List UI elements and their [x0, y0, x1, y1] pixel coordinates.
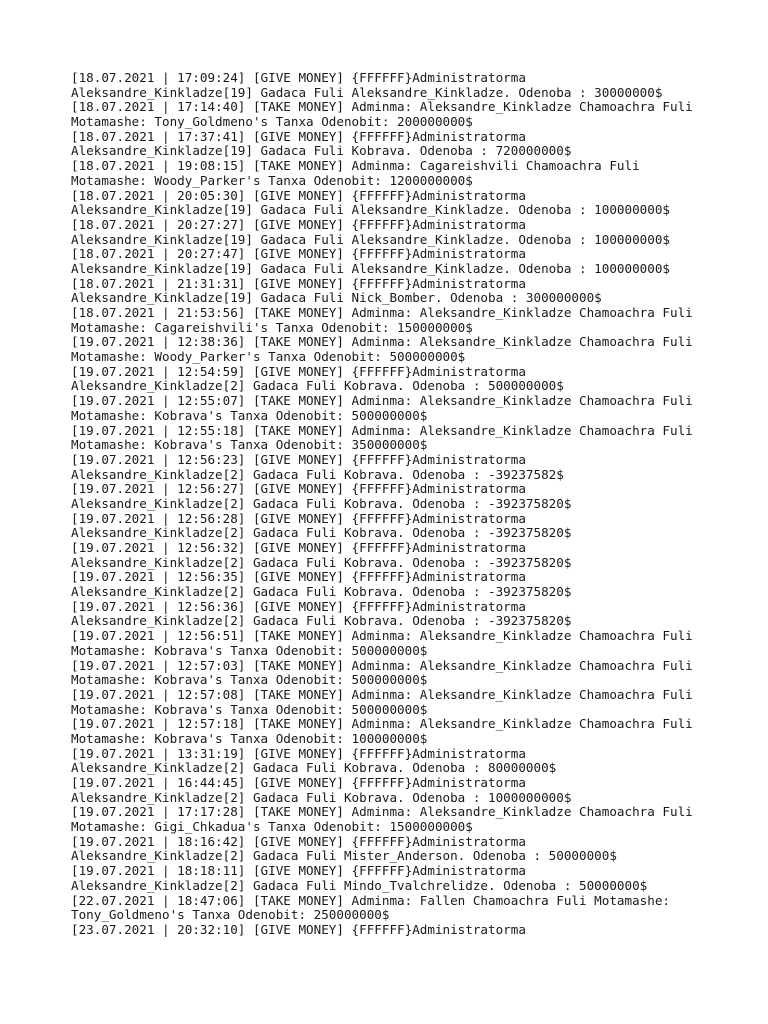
- log-line: [19.07.2021 | 16:44:45] [GIVE MONEY] {FFFFFF}Administratorma: [71, 775, 526, 790]
- log-line: Motamashe: Tony_Goldmeno's Tanxa Odenobit: 200000000$: [71, 114, 473, 130]
- log-line: [22.07.2021 | 18:47:06] [TAKE MONEY] Adminma: Fallen Chamoachra Fuli Motamashe:: [71, 892, 670, 908]
- log-line: [19.07.2021 | 12:57:18] [TAKE MONEY] Adminma: Aleksandre_Kinkladze Chamoachra Fuli: [71, 716, 693, 732]
- log-line: [19.07.2021 | 12:56:51] [TAKE MONEY] Adminma: Aleksandre_Kinkladze Chamoachra Fuli: [71, 628, 693, 644]
- log-line: Aleksandre_Kinkladze[2] Gadaca Fuli Kobrava. Odenoba : -392375820$: [71, 495, 572, 511]
- log-line: Motamashe: Kobrava's Tanxa Odenobit: 500000000$: [71, 701, 428, 717]
- log-line: [19.07.2021 | 12:38:36] [TAKE MONEY] Adminma: Aleksandre_Kinkladze Chamoachra Fuli: [71, 334, 693, 350]
- log-line: [19.07.2021 | 12:56:36] [GIVE MONEY] {FFFFFF}Administratorma: [71, 598, 526, 614]
- log-line: Motamashe: Gigi_Chkadua's Tanxa Odenobit: 1500000000$: [71, 819, 473, 835]
- log-line: [19.07.2021 | 18:18:11] [GIVE MONEY] {FFFFFF}Administratorma: [71, 863, 526, 879]
- log-line: Aleksandre_Kinkladze[19] Gadaca Fuli Aleksandre_Kinkladze. Odenoba : 100000000$: [71, 260, 670, 276]
- log-line: Aleksandre_Kinkladze[2] Gadaca Fuli Kobrava. Odenoba : -392375820$: [71, 584, 572, 600]
- log-line: Motamashe: Kobrava's Tanxa Odenobit: 500000000$: [71, 642, 428, 658]
- log-line: [19.07.2021 | 12:56:35] [GIVE MONEY] {FFFFFF}Administratorma: [71, 569, 526, 585]
- log-line: Motamashe: Kobrava's Tanxa Odenobit: 350000000$: [71, 437, 428, 453]
- log-line: [19.07.2021 | 18:16:42] [GIVE MONEY] {FFFFFF}Administratorma: [71, 833, 526, 849]
- log-line: [19.07.2021 | 17:17:28] [TAKE MONEY] Adminma: Aleksandre_Kinkladze Chamoachra Fuli: [71, 804, 693, 820]
- log-line: [23.07.2021 | 20:32:10] [GIVE MONEY] {FFFFFF}Administratorma: [71, 921, 526, 937]
- log-line: [19.07.2021 | 13:31:19] [GIVE MONEY] {FFFFFF}Administratorma: [71, 745, 526, 761]
- log-line: Aleksandre_Kinkladze[2] Gadaca Fuli Kobrava. Odenoba : 500000000$: [71, 378, 564, 394]
- log-line: Aleksandre_Kinkladze[2] Gadaca Fuli Kobrava. Odenoba : 80000000$: [71, 760, 557, 776]
- log-line: [18.07.2021 | 21:31:31] [GIVE MONEY] {FFFFFF}Administratorma: [71, 275, 526, 291]
- log-line: Aleksandre_Kinkladze[19] Gadaca Fuli Aleksandre_Kinkladze. Odenoba : 100000000$: [71, 202, 670, 218]
- log-line: [19.07.2021 | 12:56:28] [GIVE MONEY] {FFFFFF}Administratorma: [71, 510, 526, 526]
- log-line: Aleksandre_Kinkladze[2] Gadaca Fuli Mister_Anderson. Odenoba : 50000000$: [71, 848, 617, 864]
- log-line: [19.07.2021 | 12:55:07] [TAKE MONEY] Adminma: Aleksandre_Kinkladze Chamoachra Fuli: [71, 393, 693, 409]
- log-line: Aleksandre_Kinkladze[19] Gadaca Fuli Aleksandre_Kinkladze. Odenoba : 100000000$: [71, 231, 670, 247]
- log-line: Aleksandre_Kinkladze[19] Gadaca Fuli Aleksandre_Kinkladze. Odenoba : 30000000$: [71, 84, 663, 100]
- log-line: Motamashe: Woody_Parker's Tanxa Odenobit: 500000000$: [71, 349, 466, 365]
- log-line: Aleksandre_Kinkladze[2] Gadaca Fuli Kobrava. Odenoba : -39237582$: [71, 466, 564, 482]
- log-line: Aleksandre_Kinkladze[2] Gadaca Fuli Kobrava. Odenoba : -392375820$: [71, 525, 572, 541]
- log-line: Aleksandre_Kinkladze[2] Gadaca Fuli Mindo_Tvalchrelidze. Odenoba : 50000000$: [71, 877, 648, 893]
- log-line: Motamashe: Cagareishvili's Tanxa Odenobit: 150000000$: [71, 319, 473, 335]
- log-line: Motamashe: Woody_Parker's Tanxa Odenobit: 1200000000$: [71, 172, 473, 188]
- log-line: Aleksandre_Kinkladze[19] Gadaca Fuli Kobrava. Odenoba : 720000000$: [71, 143, 572, 159]
- log-line: Aleksandre_Kinkladze[2] Gadaca Fuli Kobrava. Odenoba : -392375820$: [71, 554, 572, 570]
- log-line: [18.07.2021 | 17:37:41] [GIVE MONEY] {FFFFFF}Administratorma: [71, 128, 526, 144]
- log-line: [19.07.2021 | 12:56:32] [GIVE MONEY] {FFFFFF}Administratorma: [71, 540, 526, 555]
- log-line: [19.07.2021 | 12:56:23] [GIVE MONEY] {FFFFFF}Administratorma: [71, 451, 526, 467]
- log-line: [18.07.2021 | 17:09:24] [GIVE MONEY] {FFFFFF}Administratorma: [71, 70, 526, 85]
- log-line: [18.07.2021 | 20:27:47] [GIVE MONEY] {FFFFFF}Administratorma: [71, 246, 526, 262]
- log-line: Motamashe: Kobrava's Tanxa Odenobit: 500000000$: [71, 407, 428, 423]
- log-line: [19.07.2021 | 12:54:59] [GIVE MONEY] {FFFFFF}Administratorma: [71, 363, 526, 379]
- log-line: Aleksandre_Kinkladze[2] Gadaca Fuli Kobrava. Odenoba : -392375820$: [71, 613, 572, 629]
- log-line: Motamashe: Kobrava's Tanxa Odenobit: 500000000$: [71, 672, 428, 688]
- log-line: [19.07.2021 | 12:55:18] [TAKE MONEY] Adminma: Aleksandre_Kinkladze Chamoachra Fuli: [71, 422, 693, 438]
- log-line: [18.07.2021 | 20:27:27] [GIVE MONEY] {FFFFFF}Administratorma: [71, 216, 526, 232]
- log-line: Aleksandre_Kinkladze[19] Gadaca Fuli Nick_Bomber. Odenoba : 300000000$: [71, 290, 602, 306]
- log-line: [19.07.2021 | 12:57:03] [TAKE MONEY] Adminma: Aleksandre_Kinkladze Chamoachra Fuli: [71, 657, 693, 673]
- log-line: Tony_Goldmeno's Tanxa Odenobit: 250000000$: [71, 907, 390, 923]
- log-line: [18.07.2021 | 17:14:40] [TAKE MONEY] Adminma: Aleksandre_Kinkladze Chamoachra Fuli: [71, 99, 693, 115]
- log-line: [18.07.2021 | 21:53:56] [TAKE MONEY] Adminma: Aleksandre_Kinkladze Chamoachra Fuli: [71, 305, 693, 320]
- log-line: Aleksandre_Kinkladze[2] Gadaca Fuli Kobrava. Odenoba : 1000000000$: [71, 789, 572, 805]
- log-line: [18.07.2021 | 19:08:15] [TAKE MONEY] Adminma: Cagareishvili Chamoachra Fuli: [71, 158, 640, 174]
- log-line: Motamashe: Kobrava's Tanxa Odenobit: 100000000$: [71, 730, 428, 746]
- money-log-text: [71, 71, 711, 938]
- log-line: [19.07.2021 | 12:57:08] [TAKE MONEY] Adminma: Aleksandre_Kinkladze Chamoachra Fuli: [71, 686, 693, 702]
- log-line: [19.07.2021 | 12:56:27] [GIVE MONEY] {FFFFFF}Administratorma: [71, 481, 526, 497]
- log-line: [18.07.2021 | 20:05:30] [GIVE MONEY] {FFFFFF}Administratorma: [71, 187, 526, 203]
